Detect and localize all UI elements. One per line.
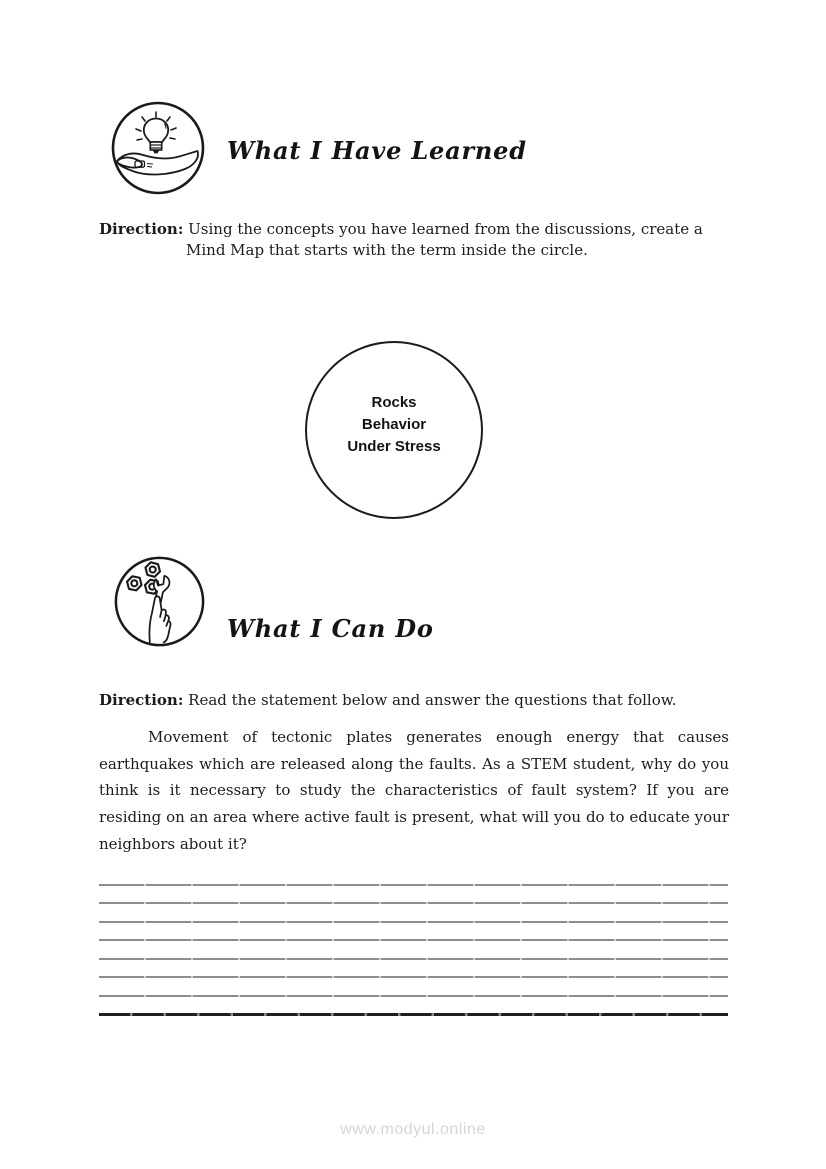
heading-what-i-can-do: What I Can Do <box>227 614 434 643</box>
heading-what-i-have-learned: What I Have Learned <box>227 136 527 165</box>
can-do-direction <box>99 690 747 711</box>
watermark: www.modyul.online <box>340 1121 486 1138</box>
hand-holding-lightbulb-icon <box>110 100 206 196</box>
answer-line <box>99 1013 728 1016</box>
learned-direction-text-2: Mind Map that starts with the term inside the circle. <box>186 241 588 259</box>
mind-map-line-1: Rocks <box>371 394 417 411</box>
learned-direction-line1 <box>99 219 747 240</box>
mind-map-circle-term <box>347 392 440 458</box>
can-do-direction-text: Read the statement below and answer the questions that follow. <box>188 691 677 709</box>
answer-line <box>99 976 728 978</box>
answer-line <box>99 902 728 904</box>
mind-map-line-3: Under Stress <box>347 438 441 455</box>
direction-label: Direction: <box>99 220 184 238</box>
mind-map-line-2: Behavior <box>361 416 427 433</box>
answer-line <box>99 921 728 923</box>
answer-line <box>99 958 728 960</box>
learned-direction-text-1: Using the concepts you have learned from the discussions, create a <box>188 220 703 238</box>
direction-label: Direction: <box>99 691 184 709</box>
answer-line <box>99 884 728 886</box>
answer-line <box>99 939 728 941</box>
answer-line <box>99 995 728 997</box>
hand-holding-wrench-icon <box>113 555 206 648</box>
statement-paragraph: Movement of tectonic plates generates enough energy that causes earthquakes which are released along the faults. As a STEM student, why do you think is it necessary to study the characteristics of fault system? If you are residing on an area where active fault is present, what will you do to educate your neighbors about it? <box>99 728 729 853</box>
mind-map-circle <box>305 341 483 519</box>
learned-direction <box>99 219 747 261</box>
